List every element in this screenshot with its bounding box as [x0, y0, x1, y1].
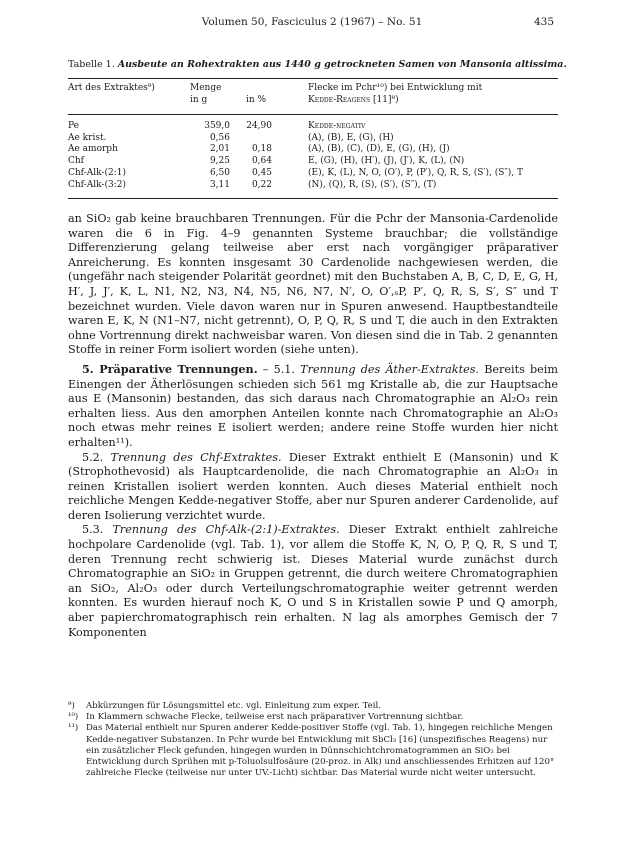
footnotes [68, 701, 558, 779]
table-header-grams: in g [190, 95, 208, 105]
table-header-extract: Art des Extraktes⁹) [68, 83, 155, 93]
table-header-percent: in % [246, 95, 267, 105]
subsection-title-5-3: Trennung des Chf-Alk-(2:1)-Extraktes. [112, 523, 340, 537]
cell-grams: 2,01 [209, 144, 230, 155]
table-top-rule [68, 78, 558, 79]
cell-grams: 0,56 [209, 132, 230, 143]
table-header-reagent: Kedde-Reagens [11]⁸) [308, 95, 399, 105]
cell-spots: Kedde-negativ [308, 121, 366, 131]
subsection-title-5-1: Trennung des Äther-Extraktes. [300, 362, 479, 376]
table-body [68, 121, 558, 193]
table-bottom-rule [68, 198, 558, 199]
footnote-text: Abkürzungen für Lösungsmittel etc. vgl. Einleitung zum exper. Teil. [86, 701, 381, 711]
paragraph-1: an SiO₂ gab keine brauchbaren Trennungen. Für die Pchr der Mansonia-Cardenolide waren die 6 in Fig. 4–9 genannten Systeme brauchbar; die vollständige Differenzierung gelang teilweise aber erst nach vorgängiger präparativer Anreicherung. Es konnten insgesamt 30 Cardenolide nachgewiesen werden, die (ungefähr nach steigender Polarität geordnet) mit den Buchstaben A, B, C, D, E, G, H, H′, J, J′, K, L, N1, N2, N3, N4, N5, N6, N7, N′, O, O′,ₛP, P′, Q, R, S, S′, S″ und T bezeichnet wurden. Viele davon waren nur in Spuren anwesend. Hauptbestandteile waren E, K, N (N1–N7, nicht getrennt), O, P, Q, R, S und T, die auch in den Extrakten ohne Vortrennung direkt nachweisbar waren. Von diesen sind die in Tab. 2 genannten Stoffe in reiner Form isoliert worden (siehe unten). [68, 212, 558, 357]
cell-extract: Chf-Alk-(3:2) [68, 179, 126, 190]
cell-extract: Chf-Alk-(2:1) [68, 167, 126, 178]
footnote-11 [68, 723, 558, 779]
subsection-number-5-3: 5.3. [82, 523, 104, 537]
footnote-text: Das Material enthielt nur Spuren anderer Kedde-positiver Stoffe (vgl. Tab. 1), hingegen reichliche Mengen Kedde-negativer Substanzen. In Pchr wurde bei Entwicklung mit SbCl₃ [16] (unspezifisches Reagens) nur ein zusätzlicher Fleck gefunden, hingegen wurden in Dünnschichtchromatogrammen an SiO₂ bei Entwicklung durch Sprühen mit p-Toluolsulfosäure (20-proz. in Alk) und anschliessendes Erhitzen auf 120° zahlreiche Flecke (teilweise nur unter UV.-Licht) sichtbar. Das Material wurde nicht weiter untersucht. [86, 723, 555, 779]
cell-spots: (A), (B), E, (G), (H) [308, 132, 394, 143]
table-header-amount: Menge [190, 83, 222, 93]
cell-extract: Ae amorph [68, 144, 118, 155]
cell-spots: (E), K, (L), N, O, (O′), P, (P′), Q, R, S, (S′), (S″), T [308, 167, 523, 178]
footnote-text: In Klammern schwache Flecke, teilweise erst nach präparativer Vortrennung sichtbar. [86, 712, 464, 723]
cell-extract: Ae krist. [68, 132, 107, 143]
paragraph-2-text: Bereits beim Einengen der Ätherlösungen schieden sich 561 mg Kristalle ab, die zur Hauptsache aus E (Mansonin) bestanden, das sich daraus nach Chromatographie an Al₂O₃ rein erhalten liess. Aus den amorphen Anteilen konnte nach Chromatographie an Al₂O₃ noch etwas mehr reines E isoliert werden; andere reine Stoffe wurden hier nicht erhalten¹¹). [68, 362, 558, 449]
section-heading-5: 5. Präparative Trennungen. [82, 361, 258, 376]
table-caption-title: Ausbeute an Rohextrakten aus 1440 g getrockneten Samen von Mansonia altissima. [117, 59, 567, 70]
subsection-number-5-2: 5.2. [82, 450, 104, 464]
cell-spots: E, (G), (H), (H′), (J), (J′), K, (L), (N) [308, 156, 465, 167]
footnote-10 [68, 712, 558, 723]
footnote-9 [68, 701, 558, 712]
cell-percent: 0,18 [251, 144, 272, 155]
running-title: Volumen 50, Fasciculus 2 (1967) – No. 51 [201, 16, 423, 28]
cell-grams: 6,50 [209, 167, 230, 178]
cell-percent: 0,64 [251, 156, 272, 167]
cell-extract: Pe [68, 121, 79, 131]
cell-spots: (N), (Q), R, (S), (S′), (S″), (T) [308, 179, 437, 190]
paragraph-4 [68, 523, 558, 640]
table-header-rule [68, 114, 558, 115]
cell-extract: Chf [68, 156, 85, 167]
cell-percent: 0,22 [251, 179, 272, 190]
cell-percent: 0,45 [251, 167, 272, 178]
footnote-mark: ¹¹) [68, 723, 79, 734]
cell-grams: 3,11 [209, 179, 230, 190]
footnote-mark: ⁹) [68, 701, 75, 711]
subsection-number-5-1: – 5.1. [262, 362, 295, 376]
paragraph-2 [68, 362, 558, 451]
paragraph-3 [68, 451, 558, 524]
cell-percent: 24,90 [246, 121, 272, 131]
paragraph-3-text: Dieser Extrakt enthielt E (Mansonin) und K (Strophothevosid) als Hauptcardenolide, die nach Chromatographie an Al₂O₃ in reinen Kristallen isoliert werden konnten. Auch dieses Material enthielt noch reichliche Mengen Kedde-negativer Stoffe, aber nur Spuren anderer Cardenolide, auf deren Isolierung verzichtet wurde. [68, 450, 558, 522]
table-header-spots: Flecke im Pchr¹⁰) bei Entwicklung mit [308, 83, 483, 93]
paragraph-4-text: Dieser Extrakt enthielt zahlreiche hochpolare Cardenolide (vgl. Tab. 1), vor allem die Stoffe K, N, O, P, Q, R, S und T, deren Trennung recht schwierig ist. Dieses Material wurde zunächst durch Chromatographie an SiO₂ in Gruppen getrennt, die durch weitere Chromatographien an SiO₂, Al₂O₃ oder durch Verteilungschromatographie weiter getrennt werden konnten. Es wurden hierauf noch K, O und S in Kristallen sowie P und Q amorph, aber papierchromatographisch rein erhalten. N lag als amorphes Gemisch der 7 Komponenten [68, 523, 558, 639]
page-number: 435 [533, 16, 554, 28]
cell-grams: 9,25 [209, 156, 230, 167]
subsection-title-5-2: Trennung des Chf-Extraktes. [110, 450, 282, 464]
cell-grams: 359,0 [204, 121, 230, 131]
body-text [68, 212, 558, 640]
table-header [68, 83, 558, 111]
cell-spots: (A), (B), (C), (D), E, (G), (H), (J) [308, 144, 450, 155]
table-caption-prefix: Tabelle 1. [68, 59, 115, 70]
footnote-mark: ¹⁰) [68, 712, 79, 723]
table-caption [68, 59, 567, 70]
